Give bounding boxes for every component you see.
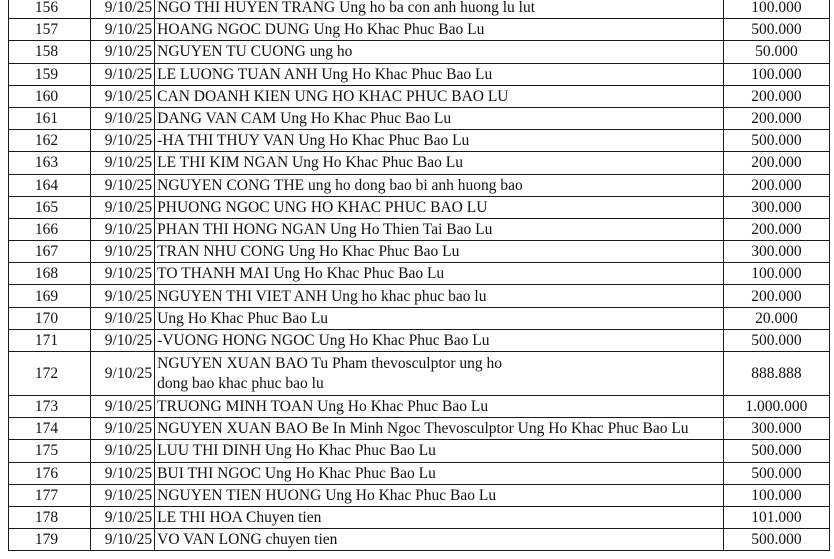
row-description: BUI THI NGOC Ung Ho Khac Phuc Bao Lu <box>155 462 724 484</box>
table-row <box>9 19 830 41</box>
row-number: 157 <box>9 19 91 41</box>
row-date: 9/10/25 <box>91 329 155 351</box>
row-date: 9/10/25 <box>91 19 155 41</box>
table-row <box>9 418 830 440</box>
row-date: 9/10/25 <box>91 484 155 506</box>
row-date: 9/10/25 <box>91 63 155 85</box>
table-row <box>9 529 830 551</box>
row-amount: 300.000 <box>723 418 829 440</box>
row-description: VO VAN LONG chuyen tien <box>155 529 724 551</box>
row-date: 9/10/25 <box>91 418 155 440</box>
table-row <box>9 41 830 63</box>
row-amount: 20.000 <box>723 307 829 329</box>
row-date: 9/10/25 <box>91 529 155 551</box>
row-number: 169 <box>9 285 91 307</box>
row-number: 167 <box>9 241 91 263</box>
row-number: 177 <box>9 484 91 506</box>
row-description: LUU THI DINH Ung Ho Khac Phuc Bao Lu <box>155 440 724 462</box>
table-row <box>9 152 830 174</box>
table-row <box>9 263 830 285</box>
row-description-line: NGUYEN XUAN BAO Tu Pham thevosculptor ung ho <box>157 354 503 372</box>
donation-table <box>8 0 830 551</box>
row-date: 9/10/25 <box>91 506 155 528</box>
row-date: 9/10/25 <box>91 196 155 218</box>
row-description: NGUYEN CONG THE ung ho dong bao bi anh huong bao <box>155 174 724 196</box>
row-description: NGUYEN TU CUONG ung ho <box>155 41 724 63</box>
table-row <box>9 218 830 240</box>
row-description: PHAN THI HONG NGAN Ung Ho Thien Tai Bao Lu <box>155 218 724 240</box>
row-date: 9/10/25 <box>91 307 155 329</box>
table-row <box>9 107 830 129</box>
row-description: LE THI HOA Chuyen tien <box>155 506 724 528</box>
table-row <box>9 241 830 263</box>
row-number: 161 <box>9 107 91 129</box>
row-date: 9/10/25 <box>91 263 155 285</box>
row-amount: 200.000 <box>723 152 829 174</box>
row-amount: 200.000 <box>723 107 829 129</box>
row-number: 158 <box>9 41 91 63</box>
row-description: CAN DOANH KIEN UNG HO KHAC PHUC BAO LU <box>155 85 724 107</box>
row-date: 9/10/25 <box>91 218 155 240</box>
row-date: 9/10/25 <box>91 152 155 174</box>
row-amount: 500.000 <box>723 130 829 152</box>
table-row <box>9 440 830 462</box>
table-row <box>9 0 830 19</box>
row-description: LE THI KIM NGAN Ung Ho Khac Phuc Bao Lu <box>155 152 724 174</box>
table-row <box>9 307 830 329</box>
row-amount: 200.000 <box>723 85 829 107</box>
table-row <box>9 484 830 506</box>
row-number: 156 <box>9 0 91 19</box>
row-description <box>155 352 724 396</box>
row-amount: 500.000 <box>723 19 829 41</box>
row-amount: 100.000 <box>723 0 829 19</box>
row-description: NGUYEN XUAN BAO Be In Minh Ngoc Thevosculptor Ung Ho Khac Phuc Bao Lu <box>155 418 724 440</box>
row-amount: 500.000 <box>723 440 829 462</box>
row-date: 9/10/25 <box>91 107 155 129</box>
table-row <box>9 130 830 152</box>
row-amount: 888.888 <box>723 352 829 396</box>
row-date: 9/10/25 <box>91 352 155 396</box>
row-date: 9/10/25 <box>91 174 155 196</box>
row-amount: 500.000 <box>723 529 829 551</box>
row-number: 163 <box>9 152 91 174</box>
table-row <box>9 174 830 196</box>
row-number: 165 <box>9 196 91 218</box>
row-amount: 100.000 <box>723 484 829 506</box>
row-number: 159 <box>9 63 91 85</box>
row-description: TRUONG MINH TOAN Ung Ho Khac Phuc Bao Lu <box>155 396 724 418</box>
row-date: 9/10/25 <box>91 41 155 63</box>
row-description: NGO THI HUYEN TRANG Ung ho ba con anh huong lu lut <box>155 0 724 19</box>
row-date: 9/10/25 <box>91 285 155 307</box>
row-number: 171 <box>9 329 91 351</box>
row-date: 9/10/25 <box>91 130 155 152</box>
row-description: -VUONG HONG NGOC Ung Ho Khac Phuc Bao Lu <box>155 329 724 351</box>
row-amount: 100.000 <box>723 263 829 285</box>
row-date: 9/10/25 <box>91 241 155 263</box>
row-number: 179 <box>9 529 91 551</box>
row-number: 164 <box>9 174 91 196</box>
row-date: 9/10/25 <box>91 440 155 462</box>
row-number: 166 <box>9 218 91 240</box>
row-amount: 300.000 <box>723 196 829 218</box>
row-description: HOANG NGOC DUNG Ung Ho Khac Phuc Bao Lu <box>155 19 724 41</box>
row-amount: 500.000 <box>723 329 829 351</box>
table-row <box>9 462 830 484</box>
row-number: 168 <box>9 263 91 285</box>
row-number: 160 <box>9 85 91 107</box>
row-description: -HA THI THUY VAN Ung Ho Khac Phuc Bao Lu <box>155 130 724 152</box>
row-number: 178 <box>9 506 91 528</box>
row-number: 172 <box>9 352 91 396</box>
row-date: 9/10/25 <box>91 85 155 107</box>
row-description: NGUYEN THI VIET ANH Ung ho khac phuc bao lu <box>155 285 724 307</box>
row-amount: 50.000 <box>723 41 829 63</box>
row-amount: 100.000 <box>723 63 829 85</box>
row-number: 162 <box>9 130 91 152</box>
row-number: 170 <box>9 307 91 329</box>
table-row <box>9 85 830 107</box>
row-description: Ung Ho Khac Phuc Bao Lu <box>155 307 724 329</box>
table-row <box>9 506 830 528</box>
row-description: TO THANH MAI Ung Ho Khac Phuc Bao Lu <box>155 263 724 285</box>
row-amount: 500.000 <box>723 462 829 484</box>
table-row <box>9 196 830 218</box>
row-amount: 300.000 <box>723 241 829 263</box>
row-description: LE LUONG TUAN ANH Ung Ho Khac Phuc Bao Lu <box>155 63 724 85</box>
row-number: 175 <box>9 440 91 462</box>
row-amount: 200.000 <box>723 285 829 307</box>
row-number: 173 <box>9 396 91 418</box>
row-description: PHUONG NGOC UNG HO KHAC PHUC BAO LU <box>155 196 724 218</box>
row-description-line: dong bao khac phuc bao lu <box>157 374 324 392</box>
table-row <box>9 329 830 351</box>
row-number: 176 <box>9 462 91 484</box>
table-row <box>9 352 830 396</box>
table-row <box>9 285 830 307</box>
row-amount: 200.000 <box>723 218 829 240</box>
table-row <box>9 63 830 85</box>
row-amount: 101.000 <box>723 506 829 528</box>
row-description: TRAN NHU CONG Ung Ho Khac Phuc Bao Lu <box>155 241 724 263</box>
row-description: NGUYEN TIEN HUONG Ung Ho Khac Phuc Bao Lu <box>155 484 724 506</box>
table-row <box>9 396 830 418</box>
row-description: DANG VAN CAM Ung Ho Khac Phuc Bao Lu <box>155 107 724 129</box>
donation-table-body <box>9 0 830 551</box>
row-number: 174 <box>9 418 91 440</box>
row-amount: 200.000 <box>723 174 829 196</box>
row-date: 9/10/25 <box>91 396 155 418</box>
row-date: 9/10/25 <box>91 0 155 19</box>
row-date: 9/10/25 <box>91 462 155 484</box>
row-amount: 1.000.000 <box>723 396 829 418</box>
